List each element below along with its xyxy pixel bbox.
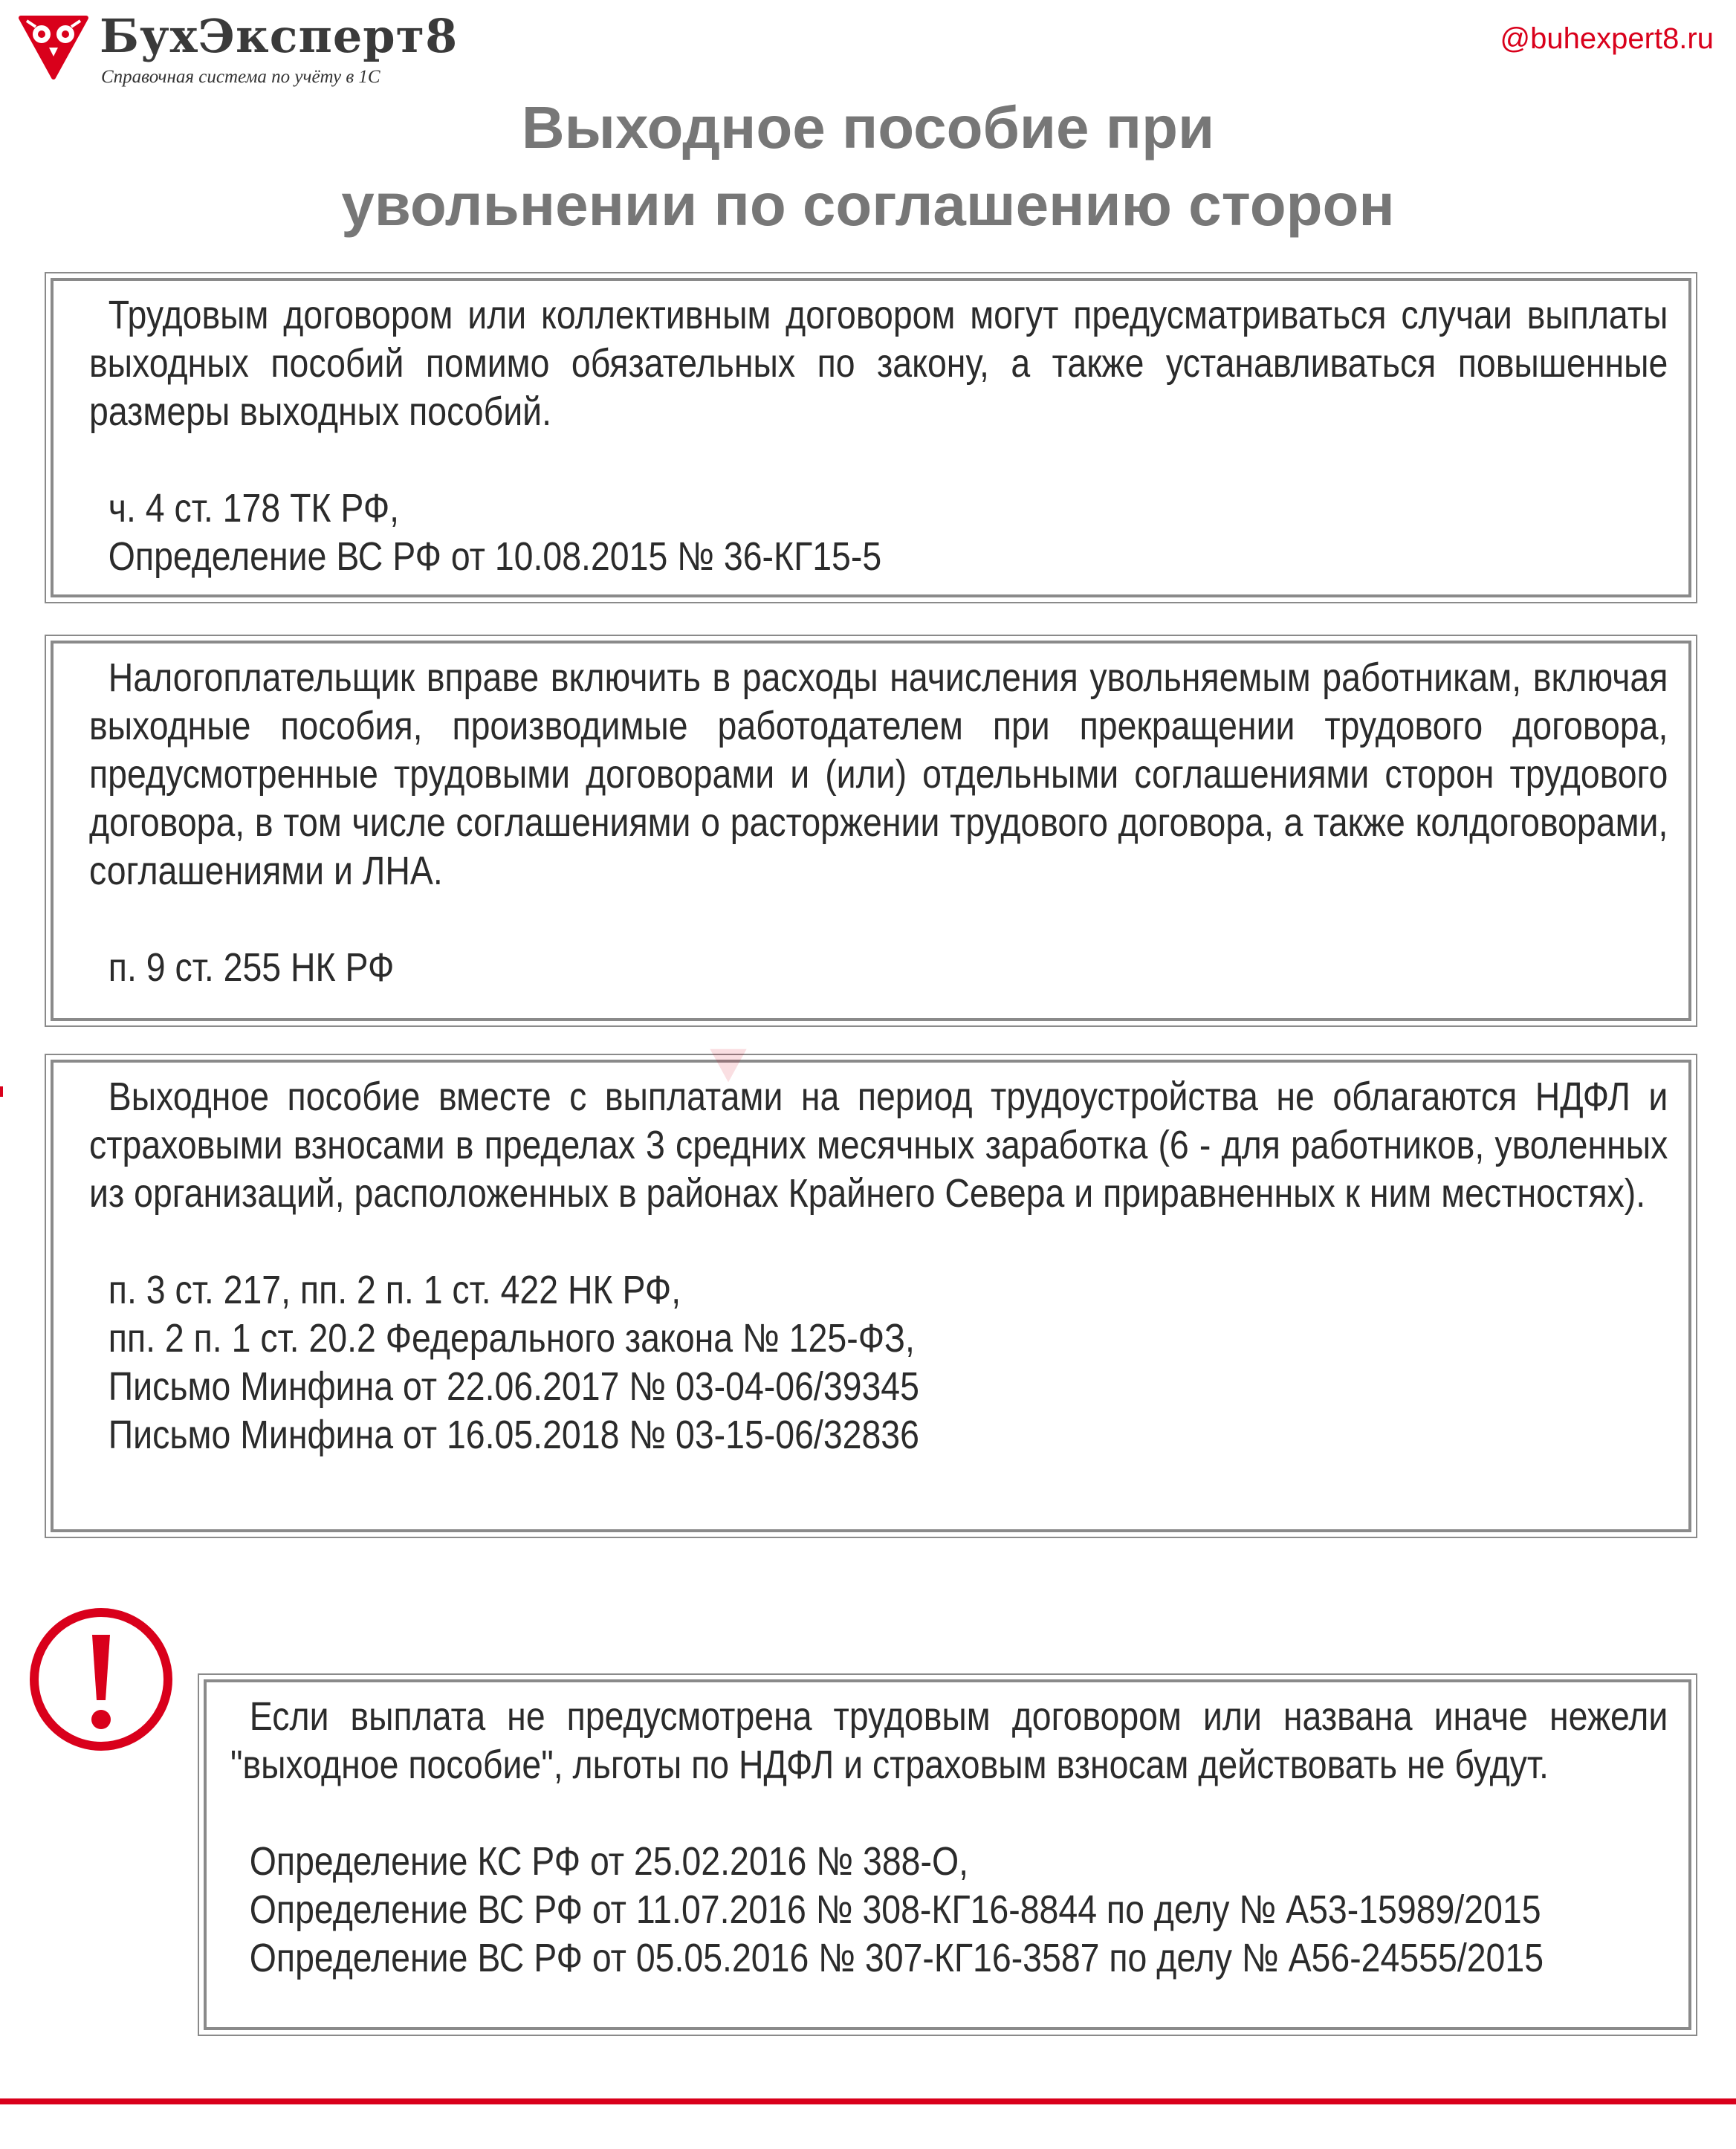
info-block-2: [45, 635, 1697, 1027]
info-block-3: [45, 1054, 1697, 1538]
reference: Определение ВС РФ от 10.08.2015 № 36-КГ15-5: [108, 534, 882, 579]
block-references: [89, 484, 1668, 581]
block-text: Трудовым договором или коллективным договором могут предусматриваться случаи выплаты выходных пособий помимо обязательных по закону, а также устанавливаться повышенные размеры выходных пособий.: [89, 293, 1668, 434]
footer-divider: [0, 2098, 1736, 2104]
block-references: [89, 1266, 1668, 1459]
exclamation-icon: [27, 1605, 175, 1754]
reference: пп. 2 п. 1 ст. 20.2 Федерального закона № 125-ФЗ,: [108, 1316, 915, 1361]
info-block-1: [45, 272, 1697, 603]
social-handle[interactable]: @buhexpert8.ru: [1500, 22, 1714, 55]
owl-logo-icon: [16, 9, 91, 83]
watermark: [707, 1044, 1034, 1086]
page-title: [0, 89, 1736, 244]
edge-mark: [0, 1086, 3, 1097]
brand-name: БухЭксперт8: [100, 9, 459, 63]
reference: п. 3 ст. 217, пп. 2 п. 1 ст. 422 НК РФ,: [108, 1268, 681, 1312]
brand-tagline: Справочная система по учёту в 1С: [101, 67, 380, 87]
reference: ч. 4 ст. 178 ТК РФ,: [108, 486, 400, 531]
reference: Определение КС РФ от 25.02.2016 № 388-О,: [249, 1839, 968, 1884]
title-line-2: увольнении по соглашению сторон: [341, 172, 1395, 238]
block-text: Выходное пособие вместе с выплатами на период трудоустройства не облагаются НДФЛ и страховыми взносами в пределах 3 средних месячных заработка (6 - для работников, уволенных из организаций, расположенных в районах Крайнего Севера и приравненных к ним местностях).: [89, 1074, 1668, 1216]
title-line-1: Выходное пособие при: [521, 94, 1215, 161]
reference: Определение ВС РФ от 11.07.2016 № 308-КГ16-8844 по делу № А53-15989/2015: [249, 1887, 1541, 1932]
reference: Письмо Минфина от 16.05.2018 № 03-15-06/32836: [108, 1413, 919, 1457]
warning-block: [198, 1673, 1697, 2036]
block-references: [230, 1838, 1668, 1983]
block-references: [89, 944, 1668, 992]
owl-watermark-icon: [707, 1044, 749, 1086]
block-text: Если выплата не предусмотрена трудовым договором или названа иначе нежели "выходное пособие", льготы по НДФЛ и страховым взносам действовать не будут.: [230, 1694, 1668, 1787]
block-text: Налогоплательщик вправе включить в расходы начисления увольняемым работникам, включая выходные пособия, производимые работодателем при прекращении трудового договора, предусмотренные трудовыми договорами и (или) отдельными соглашениями сторон трудового договора, в том числе соглашениями о расторжении трудового договора, а также колдоговорами, соглашениями и ЛНА.: [89, 655, 1668, 893]
reference: Письмо Минфина от 22.06.2017 № 03-04-06/39345: [108, 1364, 919, 1409]
reference: п. 9 ст. 255 НК РФ: [108, 945, 395, 990]
reference: Определение ВС РФ от 05.05.2016 № 307-КГ16-3587 по делу № А56-24555/2015: [249, 1936, 1544, 1980]
